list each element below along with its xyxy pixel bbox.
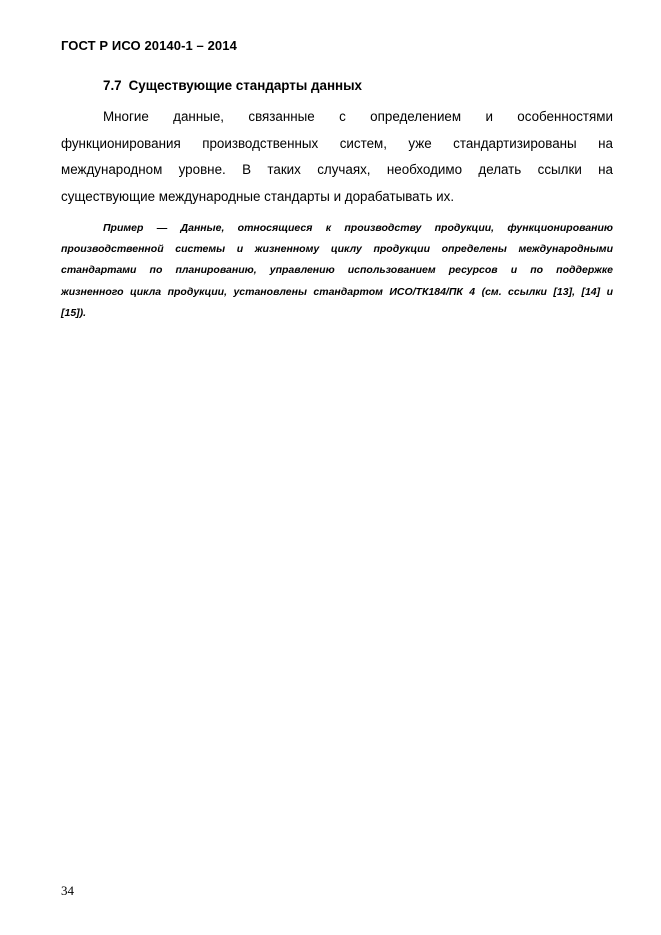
paragraph-line: функционирования производственных систем, уже стандартизированы на	[61, 135, 613, 151]
section-title: Существующие стандарты данных	[128, 78, 363, 93]
example-line: [15]).	[61, 306, 87, 319]
example-line: жизненного цикла продукции, установлены стандартом ИСО/ТК184/ПК 4 (см. ссылки [13], [14] и	[61, 285, 613, 298]
paragraph-line: Многие данные, связанные с определением и особенностями	[103, 109, 613, 124]
page-number: 34	[61, 883, 74, 898]
example-line: производственной системы и жизненному циклу продукции определены международными	[61, 243, 613, 256]
section-paragraph	[61, 104, 613, 210]
section-heading	[103, 78, 362, 93]
paragraph-line: международном уровне. В таких случаях, необходимо делать ссылки на	[61, 162, 613, 178]
section-number: 7.7	[103, 78, 122, 93]
example-note	[61, 218, 613, 324]
example-line: Пример — Данные, относящиеся к производству продукции, функционированию	[103, 222, 613, 234]
example-line: стандартами по планированию, управлению использованием ресурсов и по поддержке	[61, 264, 613, 277]
document-header: ГОСТ Р ИСО 20140-1 – 2014	[61, 38, 237, 53]
paragraph-line: существующие международные стандарты и дорабатывать их.	[61, 188, 455, 204]
